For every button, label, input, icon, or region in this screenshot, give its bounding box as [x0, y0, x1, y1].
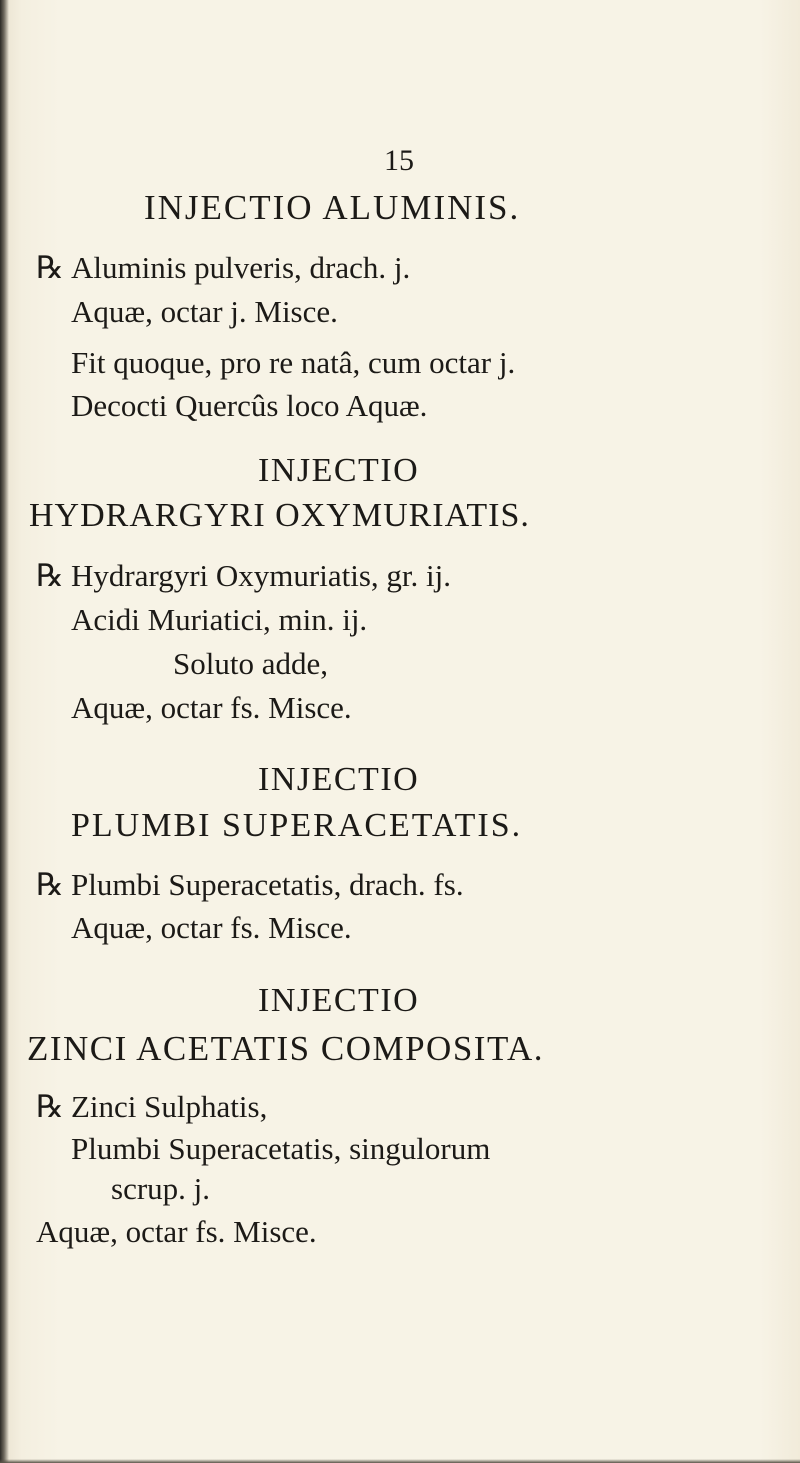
section-4-heading-line-1: INJECTIO	[258, 982, 420, 1019]
recipe-symbol-3: ℞	[36, 867, 64, 902]
section-2-line-4: Aquæ, octar fs. Misce.	[71, 690, 352, 725]
section-1-line-2: Aquæ, octar j. Misce.	[71, 294, 338, 329]
section-4-line-4: Aquæ, octar fs. Misce.	[36, 1214, 317, 1249]
section-1-line-1: Aluminis pulveris, drach. j.	[71, 250, 411, 285]
section-2-line-3: Soluto adde,	[173, 646, 328, 681]
recipe-symbol-1: ℞	[36, 250, 64, 285]
section-3-line-1: Plumbi Superacetatis, drach. fs.	[71, 867, 464, 902]
section-2-heading-line-1: INJECTIO	[258, 452, 420, 489]
page-bottom-edge	[0, 1459, 800, 1463]
section-4-line-2: Plumbi Superacetatis, singulorum	[71, 1131, 491, 1166]
section-4-line-3: scrup. j.	[111, 1171, 211, 1206]
page-spine-shadow	[0, 0, 9, 1463]
section-1-heading: INJECTIO ALUMINIS.	[144, 188, 521, 227]
section-2-line-2: Acidi Muriatici, min. ij.	[71, 602, 368, 637]
section-4-heading-line-2: ZINCI ACETATIS COMPOSITA.	[27, 1029, 545, 1068]
section-1-line-3: Fit quoque, pro re natâ, cum octar j.	[71, 345, 516, 380]
section-1-line-4: Decocti Quercûs loco Aquæ.	[71, 388, 428, 423]
page-number: 15	[384, 144, 414, 177]
recipe-symbol-2: ℞	[36, 558, 64, 593]
section-2-line-1: Hydrargyri Oxymuriatis, gr. ij.	[71, 558, 451, 593]
recipe-symbol-4: ℞	[36, 1089, 64, 1124]
section-3-heading-line-1: INJECTIO	[258, 761, 420, 798]
section-3-heading-line-2: PLUMBI SUPERACETATIS.	[71, 807, 523, 844]
section-4-line-1: Zinci Sulphatis,	[71, 1089, 268, 1124]
section-2-heading-line-2: HYDRARGYRI OXYMURIATIS.	[29, 497, 530, 534]
section-3-line-2: Aquæ, octar fs. Misce.	[71, 910, 352, 945]
